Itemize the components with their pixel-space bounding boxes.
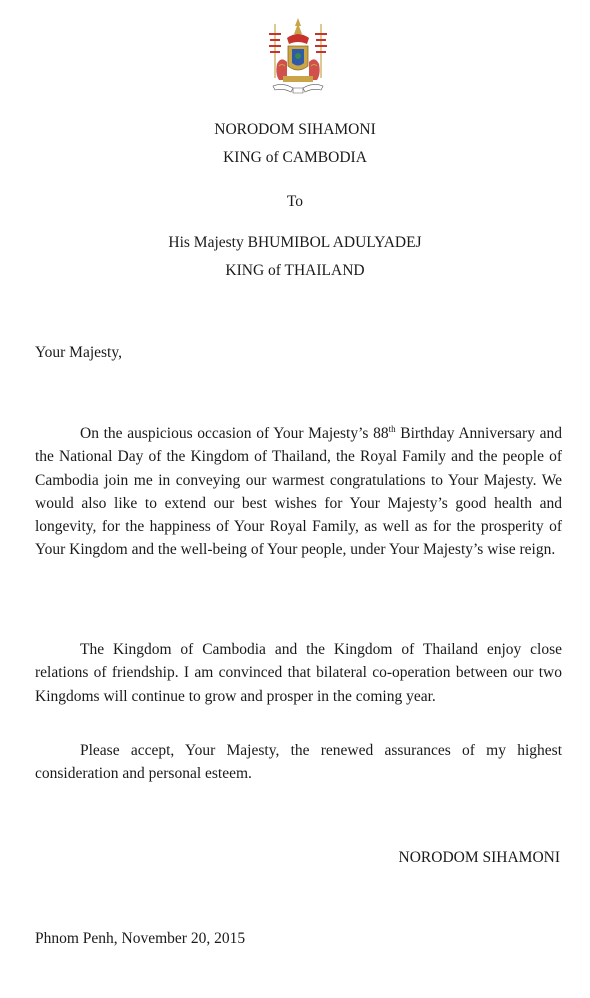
royal-coat-of-arms-icon (263, 16, 333, 100)
paragraph-1-start: On the auspicious occasion of Your Majesty’s 88 (80, 425, 389, 442)
paragraph-3-text: Please accept, Your Majesty, the renewed assurances of my highest consideration and personal esteem. (35, 742, 562, 783)
ordinal-suffix: th (388, 423, 396, 434)
sender-title: KING of CAMBODIA (223, 149, 367, 166)
paragraph-2-text: The Kingdom of Cambodia and the Kingdom of Thailand enjoy close relations of friendship. I am convinced that bilateral co-operation between our two Kingdoms will continue to grow and prosper in the coming year. (35, 641, 562, 705)
recipient-name: His Majesty BHUMIBOL ADULYADEJ (168, 234, 422, 251)
paragraph-1-rest: Birthday Anniversary and the National Day of the Kingdom of Thailand, the Royal Family and the people of Cambodia join me in conveying our warmest congratulations to Your Majesty. We would also like to extend our best wishes for Your Majesty’s good health and longevity, for the happiness of Your Royal Family, as well as for the prosperity of Your Kingdom and the well-being of Your people, under Your Majesty’s wise reign. (35, 425, 562, 559)
letter-paragraph-1 (35, 422, 562, 562)
letter-paragraph-2 (35, 638, 562, 708)
signature: NORODOM SIHAMONI (398, 849, 560, 866)
place-date: Phnom Penh, November 20, 2015 (35, 930, 246, 947)
salutation: Your Majesty, (35, 344, 122, 361)
sender-name: NORODOM SIHAMONI (214, 121, 376, 138)
letter-paragraph-3 (35, 739, 562, 786)
to-label: To (286, 193, 304, 210)
recipient-title: KING of THAILAND (225, 262, 365, 279)
